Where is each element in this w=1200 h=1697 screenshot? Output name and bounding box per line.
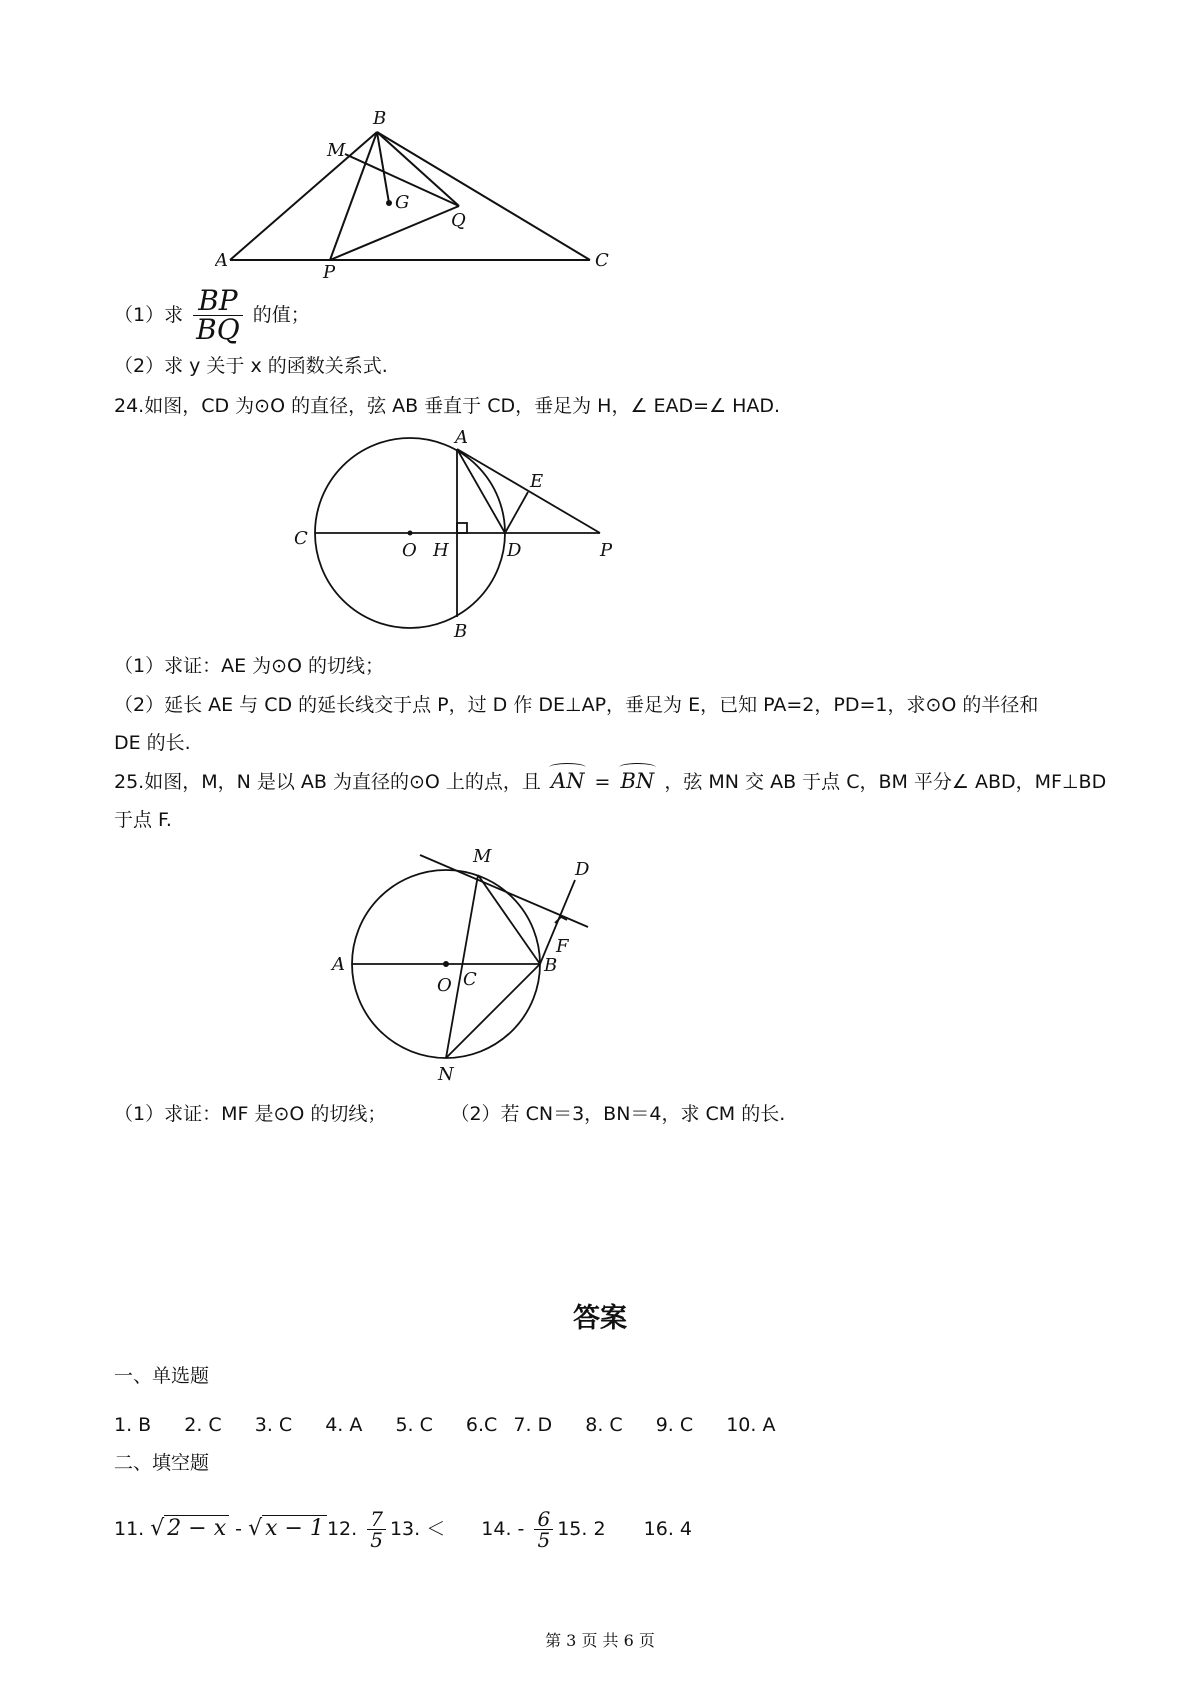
q24-label-d: D [507,540,522,561]
a14-prefix: 14. - [481,1518,525,1540]
q23-label-a: A [215,250,228,271]
mc-answer: 4. A [325,1414,363,1436]
q23-frac-num: BP [193,287,243,316]
q24-label-a: A [455,427,468,448]
a11-minus: - [235,1518,243,1540]
a11-prefix: 11. [114,1518,145,1540]
a14-fraction [534,1509,553,1550]
q23-label-g: G [395,192,410,213]
a11-radicand-1: 2 − x [164,1515,229,1541]
a12-den: 5 [370,1528,383,1552]
q23-label-b: B [373,110,387,129]
q25-arc-bn: BN [617,767,659,795]
q23-label-p: P [323,262,336,280]
q24-part2-line2: DE 的长. [114,732,191,754]
q25-part2: （2）若 CN＝3，BN＝4，求 CM 的长. [450,1103,786,1125]
mc-answer: 9. C [655,1414,694,1436]
q23-frac-den: BQ [196,313,240,346]
q23-part1 [114,284,310,346]
answers-section-1: 一、单选题 [114,1365,210,1387]
a12-fraction [367,1509,386,1550]
q24-label-h: H [433,540,449,561]
q24-figure [290,425,630,640]
q24-part1: （1）求证：AE 为⊙O 的切线； [114,655,385,677]
q25-arc-an: AN [547,767,589,795]
q23-part1-suffix: 的值； [252,304,310,326]
q25-equals: = [594,771,611,793]
a11-sqrt-2: √ x − 1 [248,1506,327,1552]
q25-label-a: A [332,954,345,975]
q25-parts [114,1100,785,1128]
q23-figure [215,110,635,280]
q24-label-c: C [294,528,308,549]
q25-label-c: C [463,969,477,990]
mc-answer: 8. C [585,1414,623,1436]
a14-den: 5 [537,1528,551,1552]
q23-part1-prefix: （1）求 [114,304,184,326]
mc-answer: 7. D [513,1414,553,1436]
mc-answer: 3. C [254,1414,293,1436]
answers-title: 答案 [573,1303,627,1334]
mc-answer: 5. C [395,1414,433,1436]
mc-answers-row [114,1411,775,1439]
mc-answer: 2. C [184,1414,222,1436]
mc-answer: 10. A [726,1414,776,1436]
q23-label-c: C [595,250,609,271]
q25-stem-line2: 于点 F. [114,809,172,831]
a12-prefix: 12. [326,1518,358,1540]
q25-label-m: M [473,846,492,867]
answers-section-2: 二、填空题 [114,1452,210,1474]
q23-label-q: Q [451,210,466,231]
mc-answer: 6.C [465,1414,498,1436]
a16: 16. 4 [643,1518,693,1540]
a13: 13. ＜ [389,1518,446,1540]
q24-label-p: P [600,540,613,561]
q24-label-b: B [454,621,468,640]
q24-label-o: O [402,540,417,561]
fill-answers-row [114,1506,692,1552]
q24-stem: 24.如图，CD 为⊙O 的直径，弦 AB 垂直于 CD，垂足为 H，∠ EAD=∠ HAD. [114,395,781,417]
q25-label-n: N [438,1064,454,1085]
q24-label-e: E [530,471,544,492]
q25-label-b: B [544,955,558,976]
q23-part2: （2）求 y 关于 x 的函数关系式. [114,355,388,377]
q25-stem-prefix: 25.如图，M，N 是以 AB 为直径的⊙O 上的点，且 [114,771,541,793]
q25-figure [330,840,620,1085]
a11-sqrt-1: √ 2 − x [150,1506,229,1552]
q25-stem [114,767,1106,796]
a11-radicand-2: x − 1 [262,1515,327,1541]
q25-label-d: D [575,859,590,880]
q25-stem-suffix: ，弦 MN 交 AB 于点 C，BM 平分∠ ABD，MF⊥BD [664,771,1107,793]
q25-part1: （1）求证：MF 是⊙O 的切线； [114,1103,387,1125]
q24-part2-line1: （2）延长 AE 与 CD 的延长线交于点 P，过 D 作 DE⊥AP，垂足为 E，已知 PA=2，PD=1，求⊙O 的半径和 [114,694,1039,716]
a12-num: 7 [367,1509,386,1530]
a15: 15. 2 [557,1518,606,1540]
a14-num: 6 [534,1509,553,1530]
q23-label-m: M [327,140,346,161]
q25-label-f: F [556,936,569,957]
page-footer: 第 3 页 共 6 页 [545,1631,655,1650]
q23-fraction [193,284,243,346]
q25-label-o: O [437,975,452,996]
mc-answer: 1. B [114,1414,152,1436]
